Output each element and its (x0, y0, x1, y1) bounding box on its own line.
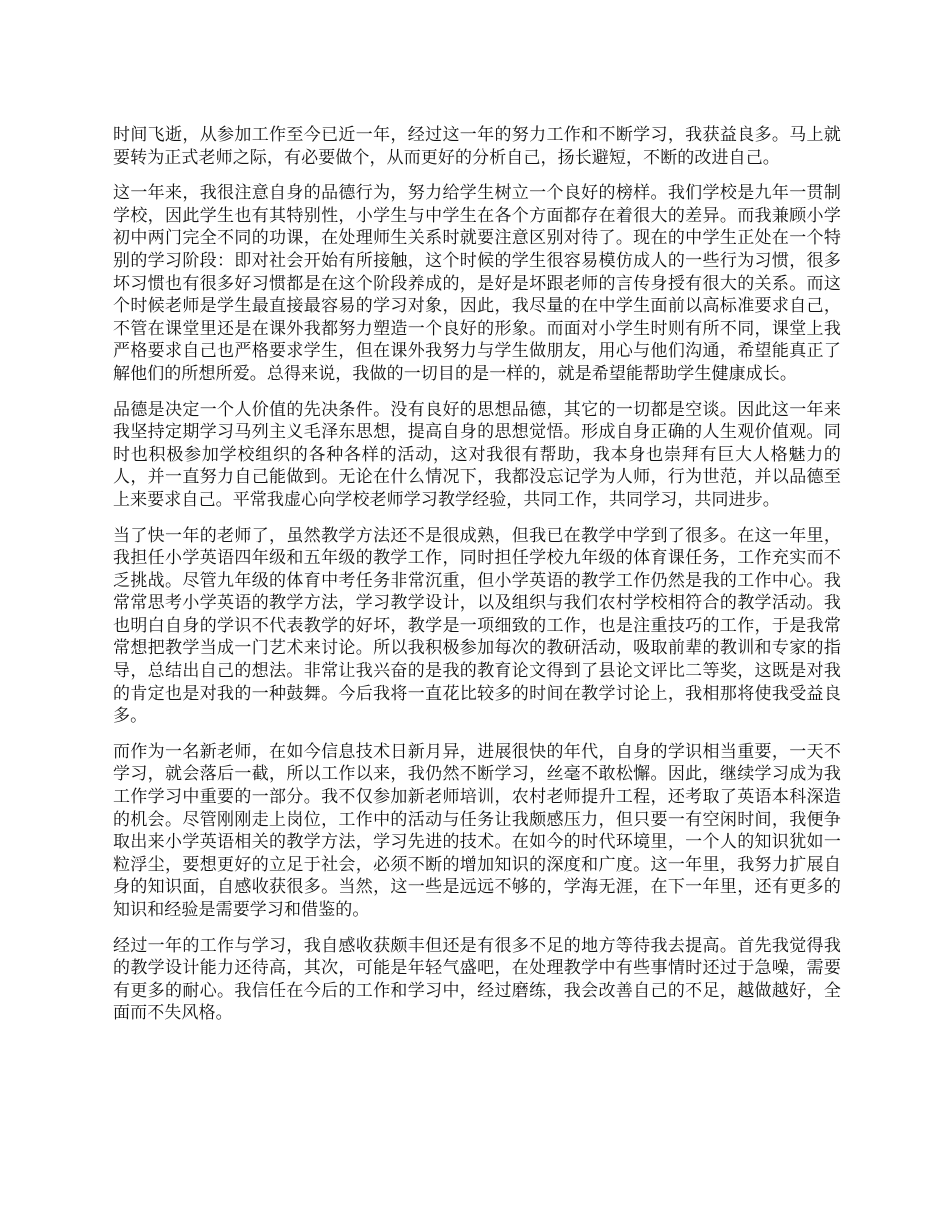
paragraph-2: 这一年来，我很注意自身的品德行为，努力给学生树立一个良好的榜样。我们学校是九年一贯制学校，因此学生也有其特别性，小学生与中学生在各个方面都存在着很大的差异。而我兼顾小学初中两门完全不同的功课，在处理师生关系时就要注意区别对待了。现在的中学生正处在一个特别的学习阶段：即对社会开始有所接触，这个时候的学生很容易模仿成人的一些行为习惯，很多坏习惯也有很多好习惯都是在这个阶段养成的，是好是坏跟老师的言传身授有很大的关系。而这个时候老师是学生最直接最容易的学习对象，因此，我尽量的在中学生面前以高标准要求自己，不管在课堂里还是在课外我都努力塑造一个良好的形象。而面对小学生时则有所不同，课堂上我严格要求自己也严格要求学生，但在课外我努力与学生做朋友，用心与他们沟通，希望能真正了解他们的所想所爱。总得来说，我做的一切目的是一样的，就是希望能帮助学生健康成长。 (113, 183, 841, 384)
document-body (113, 124, 841, 1038)
paragraph-3: 品德是决定一个人价值的先决条件。没有良好的思想品德，其它的一切都是空谈。因此这一年来我坚持定期学习马列主义毛泽东思想，提高自身的思想觉悟。形成自身正确的人生观价值观。同时也积极参加学校组织的各种各样的活动，这对我很有帮助，我本身也崇拜有巨大人格魅力的人，并一直努力自己能做到。无论在什么情况下，我都没忘记学为人师，行为世范，并以品德至上来要求自己。平常我虚心向学校老师学习教学经验，共同工作，共同学习，共同进步。 (113, 399, 841, 510)
paragraph-1: 时间飞逝，从参加工作至今已近一年，经过这一年的努力工作和不断学习，我获益良多。马上就要转为正式老师之际，有必要做个，从而更好的分析自己，扬长避短，不断的改进自己。 (113, 125, 841, 168)
paragraph-5: 而作为一名新老师，在如今信息技术日新月异，进展很快的年代，自身的学识相当重要，一天不学习，就会落后一截，所以工作以来，我仍然不断学习，丝毫不敢松懈。因此，继续学习成为我工作学习中重要的一部分。我不仅参加新老师培训，农村老师提升工程，还考取了英语本科深造的机会。尽管刚刚走上岗位，工作中的活动与任务让我颇感压力，但只要一有空闲时间，我便争取出来小学英语相关的教学方法，学习先进的技术。在如今的时代环境里，一个人的知识犹如一粒浮尘，要想更好的立足于社会，必须不断的增加知识的深度和广度。这一年里，我努力扩展自身的知识面，自感收获很多。当然，这一些是远远不够的，学海无涯，在下一年里，还有更多的知识和经验是需要学习和借鉴的。 (113, 741, 841, 920)
paragraph-6: 经过一年的工作与学习，我自感收获颇丰但还是有很多不足的地方等待我去提高。首先我觉得我的教学设计能力还待高，其次，可能是年轻气盛吧，在处理教学中有些事情时还过于急噪，需要有更多的耐心。我信任在今后的工作和学习中，经过磨练，我会改善自己的不足，越做越好，全面而不失风格。 (113, 935, 841, 1024)
paragraph-4: 当了快一年的老师了，虽然教学方法还不是很成熟，但我已在教学中学到了很多。在这一年里，我担任小学英语四年级和五年级的教学工作，同时担任学校九年级的体育课任务，工作充实而不乏挑战。尽管九年级的体育中考任务非常沉重，但小学英语的教学工作仍然是我的工作中心。我常常思考小学英语的教学方法，学习教学设计，以及组织与我们农村学校相符合的教学活动。我也明白自身的学识不代表教学的好坏，教学是一项细致的工作，也是注重技巧的工作，于是我常常想把教学当成一门艺术来讨论。所以我积极参加每次的教研活动，吸取前辈的教训和专家的指导，总结出自己的想法。非常让我兴奋的是我的教育论文得到了县论文评比二等奖，这既是对我的肯定也是对我的一种鼓舞。今后我将一直花比较多的时间在教学讨论上，我相那将使我受益良多。 (113, 525, 841, 727)
